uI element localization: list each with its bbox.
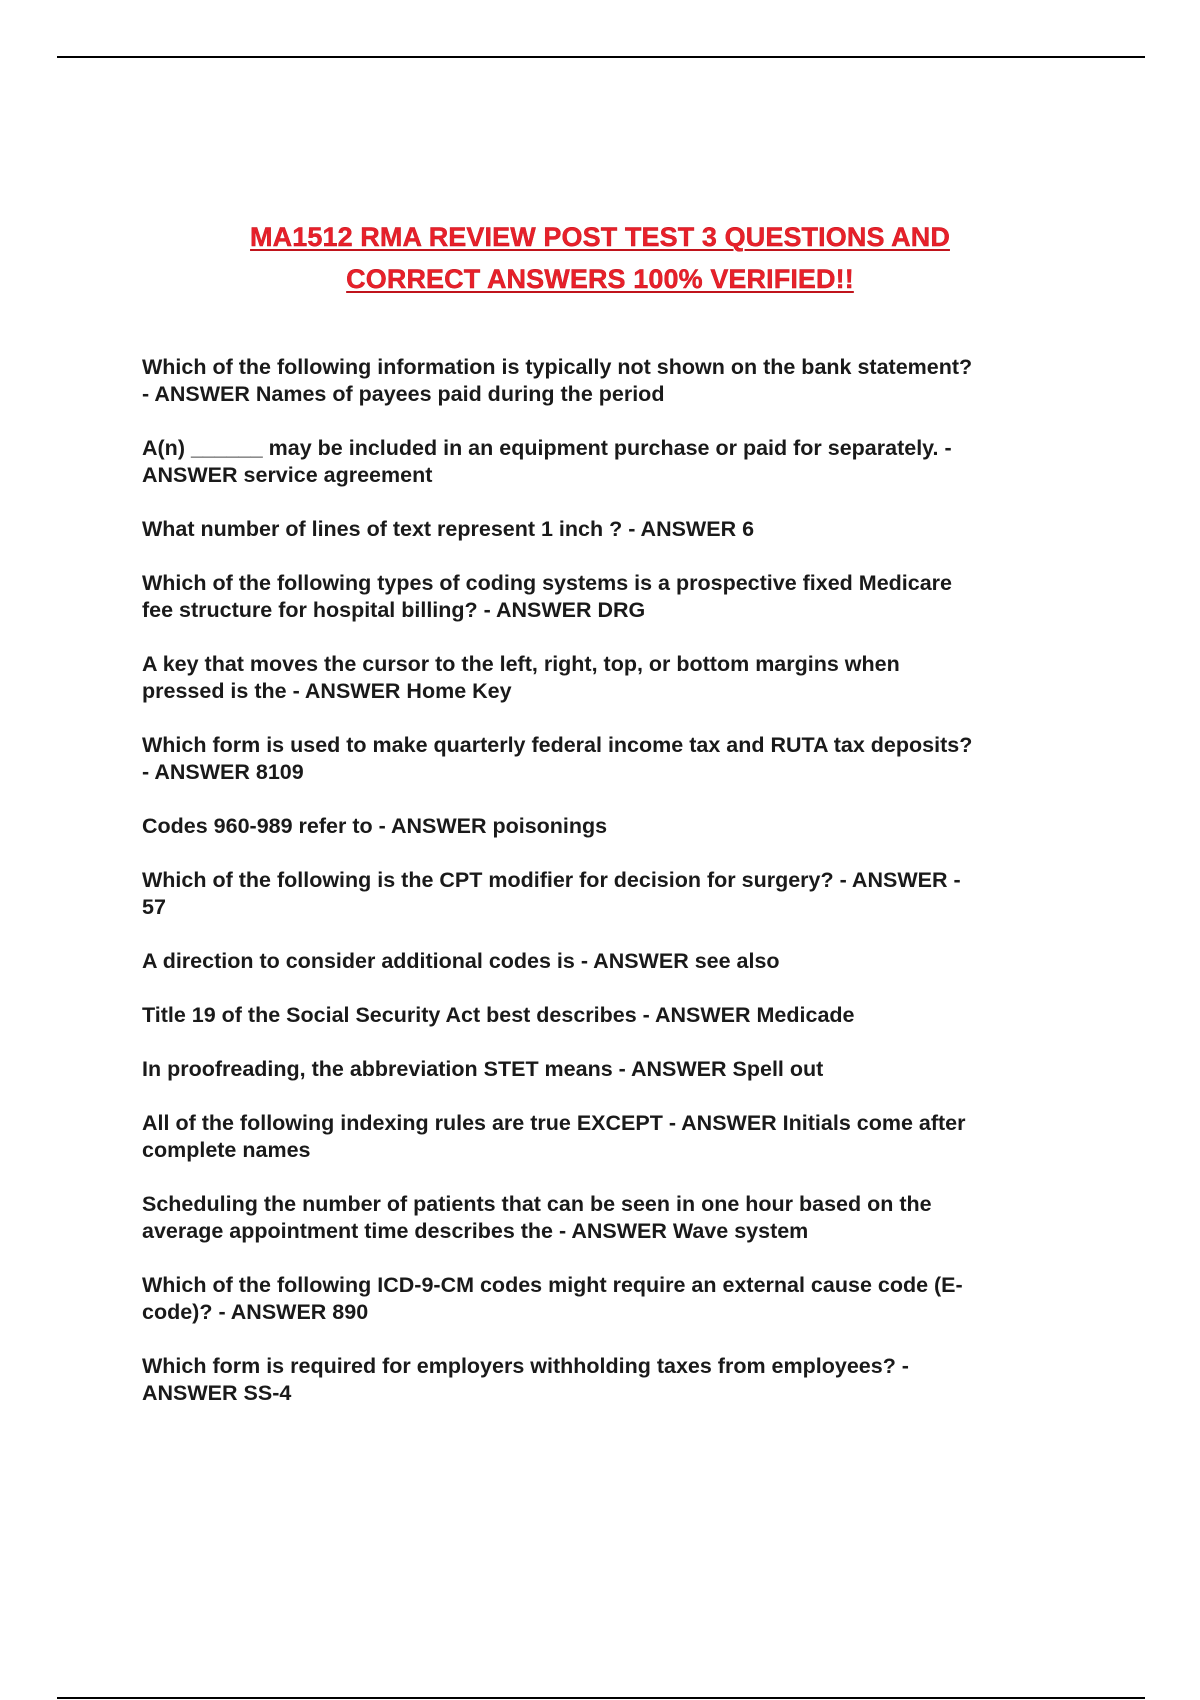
qa-item: Which of the following types of coding systems is a prospective fixed Medicare fee structure for hospital billing? - ANSWER DRG bbox=[142, 571, 952, 622]
qa-item: A(n) ______ may be included in an equipment purchase or paid for separately. - ANSWER service agreement bbox=[142, 436, 952, 487]
qa-item: Which form is required for employers withholding taxes from employees? - ANSWER SS-4 bbox=[142, 1354, 909, 1405]
qa-item: Which form is used to make quarterly federal income tax and RUTA tax deposits? - ANSWER 8109 bbox=[142, 733, 973, 784]
title-line-1: MA1512 RMA REVIEW POST TEST 3 QUESTIONS AND bbox=[250, 222, 950, 252]
document-title bbox=[0, 216, 1200, 300]
qa-item: Scheduling the number of patients that can be seen in one hour based on the average appointment time describes the - ANSWER Wave system bbox=[142, 1192, 932, 1243]
qa-item: In proofreading, the abbreviation STET means - ANSWER Spell out bbox=[142, 1057, 824, 1081]
qa-item: Codes 960-989 refer to - ANSWER poisonings bbox=[142, 814, 608, 838]
qa-item: What number of lines of text represent 1 inch ? - ANSWER 6 bbox=[142, 517, 755, 541]
top-rule bbox=[57, 56, 1145, 58]
qa-list bbox=[142, 354, 1072, 1434]
qa-item: A direction to consider additional codes is - ANSWER see also bbox=[142, 949, 780, 973]
title-line-2: CORRECT ANSWERS 100% VERIFIED!! bbox=[346, 264, 854, 294]
qa-item: Which of the following ICD-9-CM codes might require an external cause code (E- code)? - ANSWER 890 bbox=[142, 1273, 963, 1324]
qa-item: Which of the following is the CPT modifier for decision for surgery? - ANSWER - 57 bbox=[142, 868, 961, 919]
bottom-rule bbox=[57, 1697, 1145, 1699]
qa-item: A key that moves the cursor to the left, right, top, or bottom margins when pressed is the - ANSWER Home Key bbox=[142, 652, 900, 703]
qa-item: All of the following indexing rules are true EXCEPT - ANSWER Initials come after complete names bbox=[142, 1111, 966, 1162]
qa-item: Which of the following information is typically not shown on the bank statement? - ANSWER Names of payees paid during the period bbox=[142, 355, 973, 406]
qa-item: Title 19 of the Social Security Act best describes - ANSWER Medicade bbox=[142, 1003, 855, 1027]
